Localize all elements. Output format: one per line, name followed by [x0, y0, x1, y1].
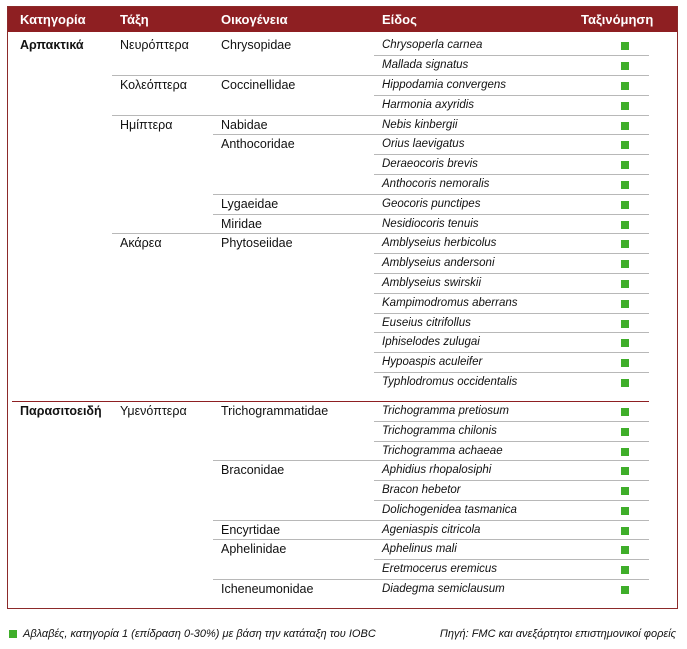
- row-divider: [374, 500, 649, 501]
- classification-mark: [621, 122, 629, 130]
- header-category: Κατηγορία: [20, 12, 86, 27]
- header-classification: Ταξινόμηση: [581, 12, 654, 27]
- cell-species: Aphelinus mali: [382, 543, 457, 555]
- cell-family: Lygaeidae: [221, 197, 279, 211]
- source-note: Πηγή: FMC και ανεξάρτητοι επιστημονικοί φορείς: [439, 628, 676, 640]
- row-divider: [374, 559, 649, 560]
- cell-order: Ημίπτερα: [120, 118, 173, 132]
- classification-mark: [621, 428, 629, 436]
- cell-family: Chrysopidae: [221, 38, 292, 52]
- row-divider: [374, 154, 649, 155]
- cell-species: Mallada signatus: [382, 59, 469, 71]
- cell-family: Braconidae: [221, 463, 285, 477]
- cell-species: Kampimodromus aberrans: [382, 297, 518, 309]
- cell-order: Υμενόπτερα: [120, 404, 187, 418]
- classification-mark: [621, 586, 629, 594]
- legend-mark: [9, 630, 17, 638]
- cell-species: Iphiselodes zulugai: [382, 336, 480, 348]
- row-divider: [112, 115, 649, 116]
- classification-mark: [621, 339, 629, 347]
- classification-mark: [621, 320, 629, 328]
- row-divider: [374, 95, 649, 96]
- cell-species: Chrysoperla carnea: [382, 39, 483, 51]
- cell-species: Ageniaspis citricola: [382, 524, 481, 536]
- classification-mark: [621, 408, 629, 416]
- classification-mark: [621, 487, 629, 495]
- cell-species: Eretmocerus eremicus: [382, 563, 498, 575]
- cell-category: Παρασιτοειδή: [20, 404, 102, 418]
- classification-mark: [621, 201, 629, 209]
- cell-species: Anthocoris nemoralis: [382, 178, 490, 190]
- classification-mark: [621, 507, 629, 515]
- classification-mark: [621, 181, 629, 189]
- row-divider: [213, 520, 649, 521]
- row-divider: [374, 352, 649, 353]
- cell-species: Amblyseius swirskii: [382, 277, 482, 289]
- cell-category: Αρπακτικά: [20, 38, 84, 52]
- row-divider: [374, 441, 649, 442]
- cell-family: Icheneumonidae: [221, 582, 314, 596]
- cell-family: Miridae: [221, 217, 262, 231]
- cell-order: Ακάρεα: [120, 236, 162, 250]
- row-divider: [374, 332, 649, 333]
- classification-mark: [621, 82, 629, 90]
- table-header: [8, 7, 677, 32]
- cell-order: Νευρόπτερα: [120, 38, 189, 52]
- row-divider: [374, 313, 649, 314]
- cell-species: Euseius citrifollus: [382, 317, 471, 329]
- row-divider: [374, 372, 649, 373]
- legend-text: Αβλαβές, κατηγορία 1 (επίδραση 0-30%) με βάση την κατάταξη του IOBC: [23, 628, 376, 640]
- cell-species: Orius laevigatus: [382, 138, 465, 150]
- classification-mark: [621, 527, 629, 535]
- row-divider: [112, 75, 649, 76]
- classification-mark: [621, 102, 629, 110]
- classification-mark: [621, 379, 629, 387]
- row-divider: [213, 134, 649, 135]
- classification-mark: [621, 566, 629, 574]
- cell-species: Nesidiocoris tenuis: [382, 218, 479, 230]
- cell-species: Dolichogenidea tasmanica: [382, 504, 517, 516]
- cell-species: Nebis kinbergii: [382, 119, 458, 131]
- classification-mark: [621, 260, 629, 268]
- classification-mark: [621, 42, 629, 50]
- row-divider: [213, 539, 649, 540]
- row-divider: [12, 401, 649, 402]
- cell-species: Aphidius rhopalosiphi: [382, 464, 492, 476]
- row-divider: [374, 174, 649, 175]
- classification-mark: [621, 359, 629, 367]
- header-order: Τάξη: [120, 12, 149, 27]
- cell-species: Harmonia axyridis: [382, 99, 475, 111]
- row-divider: [213, 214, 649, 215]
- row-divider: [213, 194, 649, 195]
- cell-species: Amblyseius andersoni: [382, 257, 495, 269]
- cell-species: Trichogramma achaeae: [382, 445, 503, 457]
- cell-family: Phytoseiidae: [221, 236, 293, 250]
- cell-species: Deraeocoris brevis: [382, 158, 478, 170]
- header-species: Είδος: [382, 12, 417, 27]
- cell-species: Trichogramma pretiosum: [382, 405, 509, 417]
- cell-species: Diadegma semiclausum: [382, 583, 505, 595]
- row-divider: [374, 293, 649, 294]
- legend: [9, 628, 376, 640]
- cell-species: Hypoaspis aculeifer: [382, 356, 483, 368]
- row-divider: [213, 579, 649, 580]
- cell-species: Hippodamia convergens: [382, 79, 507, 91]
- classification-mark: [621, 221, 629, 229]
- row-divider: [374, 273, 649, 274]
- cell-order: Κολεόπτερα: [120, 78, 187, 92]
- cell-species: Bracon hebetor: [382, 484, 461, 496]
- cell-family: Trichogrammatidae: [221, 404, 329, 418]
- species-table: [7, 6, 678, 609]
- row-divider: [374, 480, 649, 481]
- classification-mark: [621, 280, 629, 288]
- cell-family: Encyrtidae: [221, 523, 281, 537]
- row-divider: [112, 233, 649, 234]
- cell-species: Amblyseius herbicolus: [382, 237, 497, 249]
- row-divider: [374, 421, 649, 422]
- classification-mark: [621, 161, 629, 169]
- cell-species: Typhlodromus occidentalis: [382, 376, 518, 388]
- header-family: Οικογένεια: [221, 12, 288, 27]
- cell-species: Trichogramma chilonis: [382, 425, 497, 437]
- classification-mark: [621, 467, 629, 475]
- row-divider: [374, 55, 649, 56]
- row-divider: [213, 460, 649, 461]
- classification-mark: [621, 240, 629, 248]
- classification-mark: [621, 141, 629, 149]
- cell-family: Aphelinidae: [221, 542, 287, 556]
- cell-family: Coccinellidae: [221, 78, 296, 92]
- classification-mark: [621, 448, 629, 456]
- classification-mark: [621, 546, 629, 554]
- classification-mark: [621, 300, 629, 308]
- classification-mark: [621, 62, 629, 70]
- cell-family: Nabidae: [221, 118, 268, 132]
- row-divider: [374, 253, 649, 254]
- cell-species: Geocoris punctipes: [382, 198, 481, 210]
- cell-family: Anthocoridae: [221, 137, 295, 151]
